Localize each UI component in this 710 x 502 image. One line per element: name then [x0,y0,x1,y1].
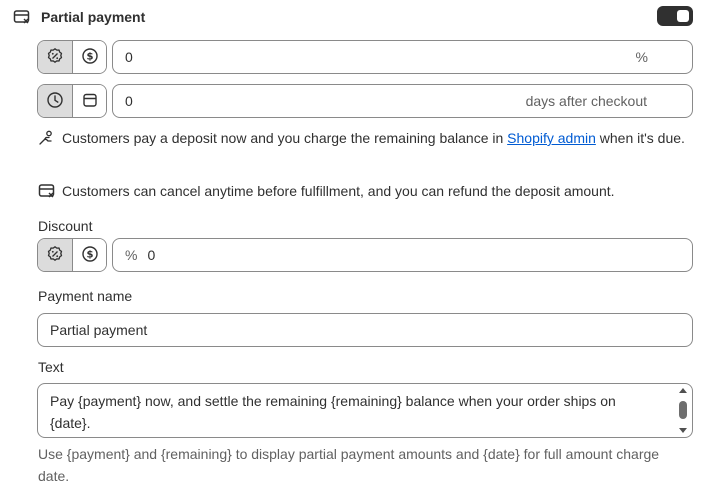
deposit-amount-button[interactable] [72,41,106,73]
discount-percent-button[interactable] [38,239,72,271]
shopify-admin-link[interactable]: Shopify admin [507,130,596,146]
text-label: Text [38,359,64,375]
due-days-button[interactable] [38,85,72,117]
discount-prefix: % [125,247,138,263]
due-input[interactable] [112,84,693,118]
cancel-note-text: Customers can cancel anytime before fulfillment, and you can refund the deposit amount. [62,183,615,199]
percent-badge-icon [46,47,64,68]
scroll-down-arrow-icon[interactable] [679,428,687,433]
discount-amount-button[interactable] [72,239,106,271]
deposit-input[interactable] [112,40,693,74]
deposit-suffix: % [635,49,648,65]
calendar-icon [81,91,99,112]
section-header [12,6,698,28]
dollar-circle-icon [81,47,99,68]
deposit-row [37,40,693,74]
dollar-circle-icon [81,245,99,266]
discount-input[interactable] [112,238,693,272]
hand-coin-icon [38,130,58,146]
svg-text:$: $ [86,249,93,261]
partial-payment-toggle[interactable] [657,6,693,26]
due-date-button[interactable] [72,85,106,117]
discount-value: 0 [147,247,156,263]
text-help: Use {payment} and {remaining} to display partial payment amounts and {date} for full amount charge date. [38,446,660,484]
toggle-knob [677,10,689,22]
deposit-percent-button[interactable] [38,41,72,73]
svg-text:$: $ [86,51,93,63]
section-title: Partial payment [41,9,146,25]
scroll-thumb[interactable] [679,401,687,419]
cancel-note [38,181,698,202]
text-value: Pay {payment} now, and settle the remaining {remaining} balance when your order ships on {date}. [50,393,616,431]
card-cancel-icon [38,183,58,199]
text-textarea[interactable] [37,383,693,438]
balance-note [38,128,698,149]
due-mode-segment [37,84,107,118]
scroll-up-arrow-icon[interactable] [679,388,687,393]
deposit-mode-segment [37,40,107,74]
discount-label: Discount [38,218,93,234]
payment-name-input[interactable] [37,313,693,347]
deposit-value: 0 [125,49,133,65]
percent-badge-icon [46,245,64,266]
discount-row [37,238,693,272]
textarea-scrollbar[interactable] [677,386,689,435]
balance-note-text: Customers pay a deposit now and you charge the remaining balance in [62,130,508,146]
balance-note-suffix: when it's due. [595,130,685,146]
payment-name-value: Partial payment [50,322,148,338]
payment-name-label: Payment name [38,288,133,304]
due-suffix: days after checkout [525,93,647,109]
due-value: 0 [125,93,133,109]
due-row [37,84,693,118]
clock-icon [46,91,64,112]
discount-mode-segment [37,238,107,272]
receipt-icon [12,7,32,27]
